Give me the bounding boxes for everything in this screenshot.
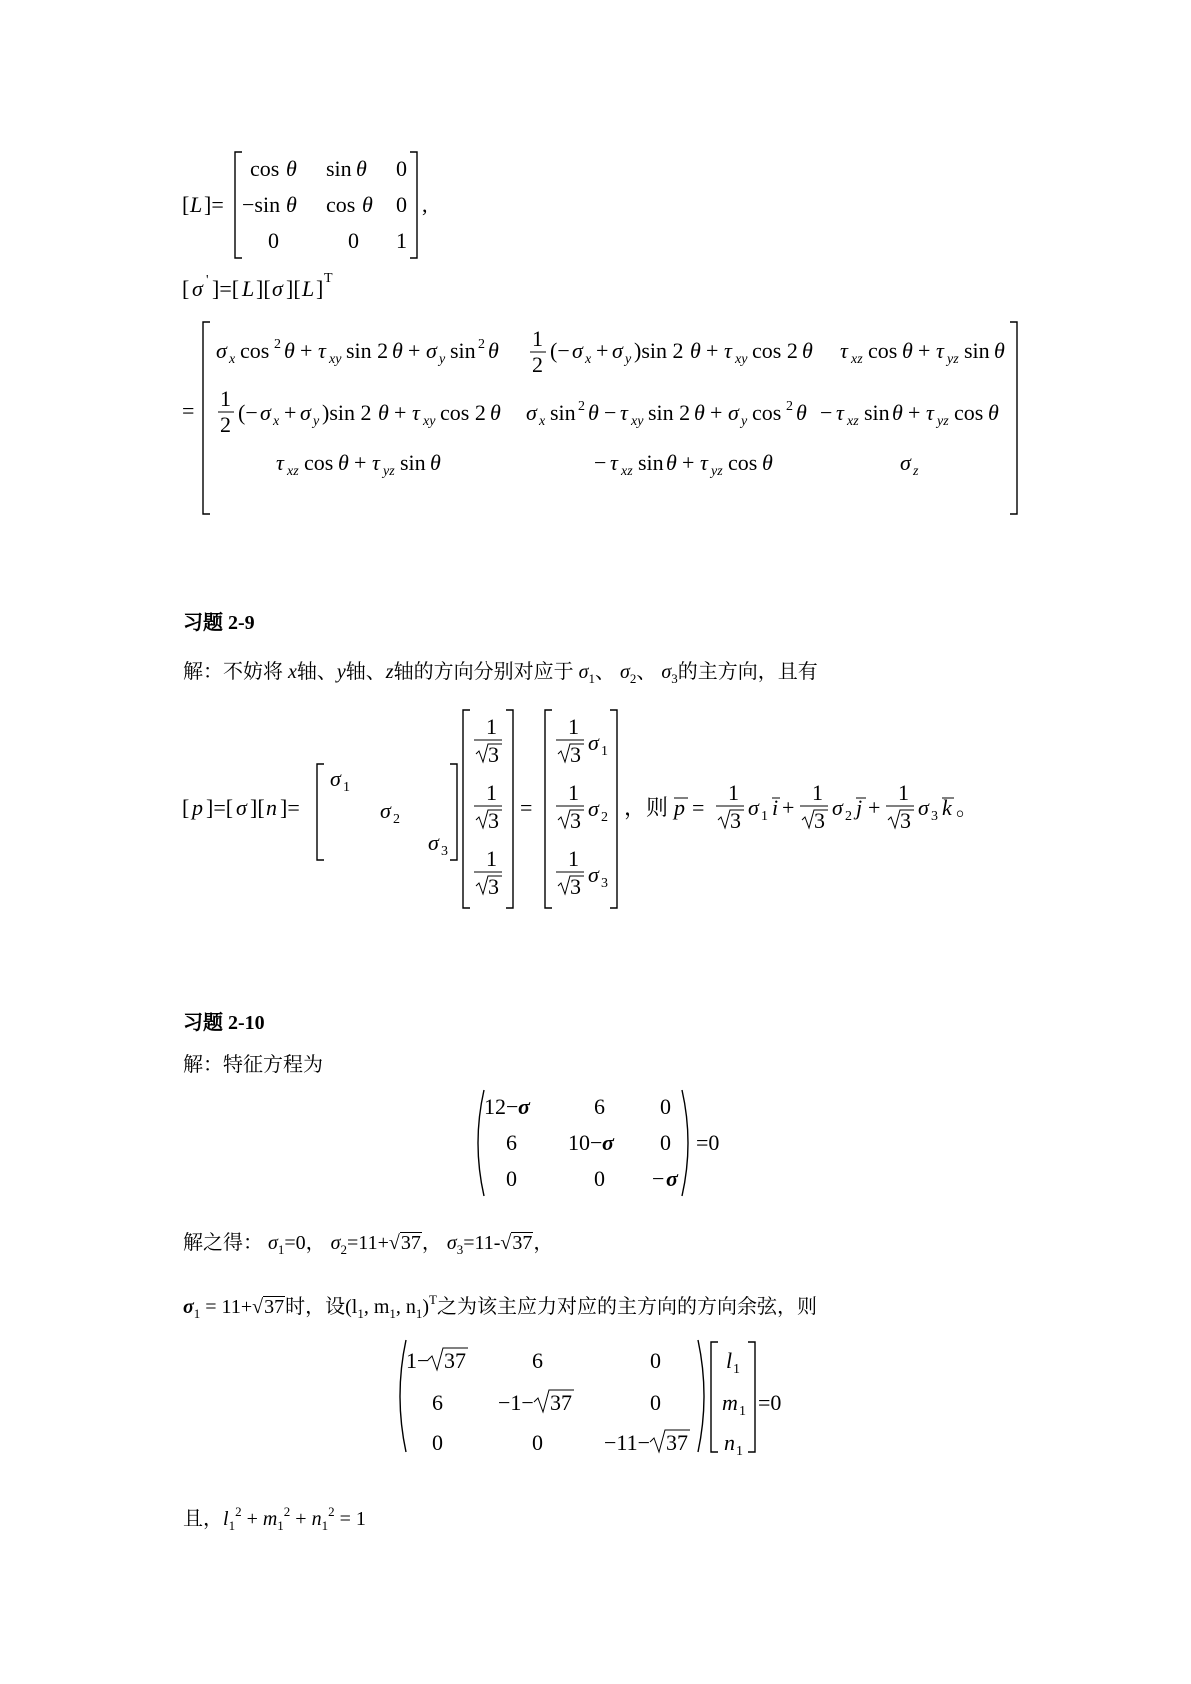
svg-text:i: i [772,795,779,820]
svg-text:[: [ [182,795,190,820]
svg-text:xz: xz [621,464,633,479]
svg-text:τ: τ [724,338,732,363]
svg-text:[: [ [182,276,190,301]
sol-1: =0， [284,1232,326,1254]
svg-text:': ' [206,273,209,288]
svg-text:σ: σ [300,400,311,425]
svg-text:θ: θ [284,338,295,363]
svg-text:σ: σ [236,795,247,820]
sub-l: 1 [357,1306,364,1321]
comma-1: ， [421,1232,442,1254]
svg-text:0: 0 [268,228,279,253]
transformed-stress-matrix [180,318,1060,523]
svg-text:+: + [918,338,931,363]
svg-text:+: + [782,795,795,820]
svg-text:xz: xz [847,414,859,429]
svg-text:37: 37 [666,1430,688,1455]
svg-text:θ: θ [392,338,403,363]
svg-text:θ: θ [694,400,705,425]
sigma-3: σ [661,661,672,683]
sqrt-37-a: 37 [400,1232,421,1254]
svg-text:−: − [594,450,607,475]
svg-text:(−: (− [238,400,258,425]
svg-text:θ: θ [796,400,807,425]
svg-text:+: + [706,338,719,363]
svg-text:。: 。 [956,795,979,820]
svg-text:sin: sin [638,450,664,475]
svg-text:xy: xy [631,414,644,429]
norm-plus-2: + [290,1508,312,1530]
svg-text:0: 0 [396,156,407,181]
svg-text:p: p [674,795,685,820]
svg-text:τ: τ [936,338,944,363]
svg-text:1: 1 [812,780,823,805]
svg-text:，则: ，则 [624,795,669,820]
svg-text:2: 2 [220,412,231,437]
L-bracket-left: [ [182,192,190,217]
case-text-b: 之为该主应力对应的主方向的方向余弦，则 [437,1296,817,1318]
intro-text-a: 解：不妨将 [183,661,283,683]
svg-text:3: 3 [570,742,581,767]
svg-text:τ: τ [412,400,420,425]
svg-text:sin 2: sin 2 [346,338,389,363]
norm-m-sup: 2 [283,1504,291,1519]
svg-text:0: 0 [650,1348,661,1373]
svg-text:6: 6 [506,1130,517,1155]
svg-text:yz: yz [947,352,959,367]
svg-text:−: − [820,400,833,425]
svg-text:σ: σ [272,276,283,301]
norm-m-sub: 1 [277,1518,284,1533]
sigma-2-sol: σ [330,1232,341,1254]
svg-text:cos 2: cos 2 [752,338,798,363]
svg-text:l: l [726,1348,733,1373]
vector-m: , m [363,1296,390,1318]
sub-2-sol: 2 [340,1242,348,1257]
problem-2-9-heading: 习题 2-9 [183,612,255,634]
svg-text:0: 0 [506,1166,517,1191]
svg-text:σ: σ [918,795,929,820]
svg-text:1: 1 [486,780,497,805]
svg-text:1: 1 [532,326,543,351]
svg-text:sin: sin [400,450,426,475]
svg-text:σ: σ [192,276,203,301]
svg-text:cos: cos [868,338,898,363]
svg-text:xz: xz [851,352,863,367]
svg-text:3: 3 [488,742,499,767]
svg-text:2: 2 [274,337,281,352]
svg-text:]=: ]= [280,795,300,820]
svg-text:1: 1 [736,1444,743,1459]
case-eq: = 11+ [200,1296,253,1318]
svg-text:yz: yz [383,464,395,479]
svg-text:cos 2: cos 2 [440,400,486,425]
norm-eq: = 1 [334,1508,366,1530]
svg-text:τ: τ [372,450,380,475]
svg-text:0: 0 [594,1166,605,1191]
svg-text:0: 0 [660,1094,671,1119]
svg-text:xz: xz [287,464,299,479]
sigma-1-bold: σ [183,1296,194,1318]
var-y: y [336,661,346,683]
svg-text:37: 37 [550,1390,572,1415]
svg-text:τ: τ [620,400,628,425]
svg-text:+: + [394,400,407,425]
svg-text:θ: θ [666,450,677,475]
svg-text:σ: σ [588,796,599,821]
vector-close: ) [422,1296,430,1318]
svg-text:2: 2 [393,812,400,827]
svg-text:3: 3 [441,844,448,859]
svg-text:τ: τ [926,400,934,425]
var-x: x [288,661,297,683]
svg-text:3: 3 [730,808,741,833]
svg-text:1−: 1− [406,1348,430,1373]
sub-3-sol: 3 [456,1242,464,1257]
svg-text:θ: θ [378,400,389,425]
normalization-condition [183,1502,366,1534]
svg-text:1: 1 [898,780,909,805]
sqrt-37-b: 37 [512,1232,533,1254]
svg-text:θ: θ [430,450,441,475]
svg-text:+: + [300,338,313,363]
svg-text:θ: θ [488,338,499,363]
sub-m: 1 [389,1306,396,1321]
svg-text:+: + [408,338,421,363]
svg-text:)sin 2: )sin 2 [322,400,372,425]
svg-text:−: − [652,1166,665,1191]
case-text: 时，设 [285,1296,346,1318]
svg-text:2: 2 [532,352,543,377]
svg-text:cos: cos [304,450,334,475]
svg-text:y: y [741,414,748,429]
svg-text:θ: θ [286,192,297,217]
solve-label: 解之得： [183,1232,263,1254]
svg-text:3: 3 [814,808,825,833]
svg-text:θ: θ [988,400,999,425]
svg-text:cos: cos [752,400,782,425]
svg-text:sin: sin [864,400,890,425]
svg-text:θ: θ [892,400,903,425]
svg-text:sin: sin [450,338,476,363]
svg-text:L: L [242,276,255,301]
svg-text:][: ][ [250,795,265,820]
svg-text:σ: σ [588,862,599,887]
svg-text:=: = [182,398,195,423]
svg-text:σ: σ [728,400,739,425]
svg-text:σ: σ [666,1166,678,1191]
svg-text:x: x [585,352,592,367]
svg-text:2: 2 [478,337,485,352]
separator-1: 、 [594,661,615,683]
norm-n-sup: 2 [328,1504,335,1519]
svg-text:θ: θ [690,338,701,363]
svg-text:σ: σ [428,830,439,855]
svg-text:2: 2 [601,810,608,825]
svg-text:n: n [266,795,277,820]
svg-text:sin: sin [964,338,990,363]
svg-text:−: − [604,400,617,425]
svg-text:θ: θ [356,156,367,181]
svg-text:]=[: ]=[ [206,795,234,820]
intro-text-c: 的主方向，且有 [677,661,818,683]
svg-text:+: + [354,450,367,475]
svg-text:0: 0 [532,1430,543,1455]
svg-text:,: , [422,192,428,217]
svg-text:x: x [273,414,280,429]
svg-text:θ: θ [802,338,813,363]
axis-text-1: 轴、 [296,661,337,683]
svg-text:0: 0 [396,192,407,217]
rotation-matrix-equation [180,150,480,270]
intro-text-b: 轴的方向分别对应于 [393,661,574,683]
svg-text:p: p [192,795,203,820]
svg-text:θ: θ [490,400,501,425]
svg-text:cos: cos [250,156,280,181]
svg-text:θ: θ [338,450,349,475]
svg-text:1: 1 [486,714,497,739]
svg-text:θ: θ [762,450,773,475]
svg-text:=: = [692,795,705,820]
svg-text:1: 1 [220,386,231,411]
svg-text:1: 1 [568,714,579,739]
sigma-3-sol: σ [446,1232,457,1254]
svg-text:(−: (− [550,338,570,363]
vector-n: , n [395,1296,416,1318]
svg-text:τ: τ [700,450,708,475]
svg-text:xy: xy [423,414,436,429]
svg-text:m: m [722,1390,738,1415]
svg-text:3: 3 [570,808,581,833]
svg-text:6: 6 [532,1348,543,1373]
sigma-1: σ [578,661,589,683]
svg-text:6: 6 [594,1094,605,1119]
svg-text:cos: cos [728,450,758,475]
transformation-equation [180,268,440,313]
sub-1: 1 [588,671,595,686]
svg-text:σ: σ [832,795,843,820]
svg-text:σ: σ [572,338,583,363]
svg-text:0: 0 [650,1390,661,1415]
svg-text:+: + [868,795,881,820]
svg-text:cos: cos [954,400,984,425]
svg-text:σ: σ [748,795,759,820]
svg-text:τ: τ [276,450,284,475]
svg-text:j: j [856,795,863,820]
svg-text:θ: θ [362,192,373,217]
svg-text:+: + [284,400,297,425]
svg-text:)sin 2: )sin 2 [634,338,684,363]
norm-l-sup: 2 [235,1504,242,1519]
sqrt-37-c: 37 [264,1296,285,1318]
svg-text:1: 1 [733,1362,740,1377]
problem-2-10-heading: 习题 2-10 [183,1012,265,1034]
sigma-1-sol: σ [268,1232,278,1254]
svg-text:y: y [313,414,320,429]
sub-1-sol: 1 [277,1242,285,1257]
norm-n: n [311,1508,322,1530]
svg-text:10−: 10− [568,1130,603,1155]
svg-text:3: 3 [900,808,911,833]
sqrt-sign-2: √ [388,1232,400,1254]
svg-text:]=: ]= [204,192,224,217]
svg-text:y: y [439,352,446,367]
sub-2: 2 [629,671,637,686]
svg-text:τ: τ [840,338,848,363]
svg-text:σ: σ [602,1130,614,1155]
svg-text:σ: σ [260,400,271,425]
svg-text:σ: σ [526,400,537,425]
svg-text:L: L [302,276,315,301]
svg-text:0: 0 [660,1130,671,1155]
svg-text:0: 0 [348,228,359,253]
svg-text:+: + [710,400,723,425]
svg-text:σ: σ [380,798,391,823]
svg-text:yz: yz [711,464,723,479]
svg-text:]=[: ]=[ [212,276,240,301]
svg-text:−sin: −sin [242,192,281,217]
svg-text:cos: cos [326,192,356,217]
svg-text:0: 0 [432,1430,443,1455]
svg-text:1: 1 [568,846,579,871]
separator-2: 、 [636,661,657,683]
svg-text:=0: =0 [696,1130,720,1155]
sqrt-sign-3: √ [500,1232,512,1254]
svg-text:sin: sin [550,400,576,425]
sigma-2: σ [619,661,630,683]
svg-text:][: ][ [286,276,301,301]
svg-text:τ: τ [610,450,618,475]
svg-text:θ: θ [286,156,297,181]
svg-text:3: 3 [601,876,608,891]
svg-text:2: 2 [786,399,793,414]
svg-text:n: n [724,1430,735,1455]
svg-text:1: 1 [486,846,497,871]
norm-plus-1: + [241,1508,263,1530]
svg-text:σ: σ [330,766,341,791]
svg-text:θ: θ [994,338,1005,363]
svg-text:1: 1 [568,780,579,805]
sqrt-sign-case: √ [252,1296,264,1318]
problem-2-10-intro: 解：特征方程为 [183,1054,323,1076]
direction-cosine-sentence [183,1290,817,1322]
svg-text:6: 6 [432,1390,443,1415]
svg-text:τ: τ [836,400,844,425]
svg-text:σ: σ [518,1094,530,1119]
svg-text:12−: 12− [484,1094,519,1119]
svg-text:1: 1 [761,809,768,824]
svg-text:xy: xy [735,352,748,367]
svg-text:sin: sin [326,156,352,181]
svg-text:θ: θ [902,338,913,363]
svg-text:cos: cos [240,338,270,363]
comma-2: ， [533,1232,554,1254]
svg-text:σ: σ [612,338,623,363]
eigenvalue-solutions [183,1226,553,1258]
svg-text:−1−: −1− [498,1390,534,1415]
svg-text:−11−: −11− [604,1430,650,1455]
svg-text:xy: xy [329,352,342,367]
svg-text:]: ] [316,276,324,301]
svg-text:T: T [324,271,333,286]
svg-text:σ: σ [588,730,599,755]
var-z: z [385,661,394,683]
svg-text:sin 2: sin 2 [648,400,691,425]
problem-2-9-intro [183,655,818,687]
svg-text:θ: θ [588,400,599,425]
svg-text:z: z [913,464,919,479]
svg-text:σ: σ [426,338,437,363]
svg-text:1: 1 [601,744,608,759]
svg-text:2: 2 [845,809,852,824]
norm-n-sub: 1 [321,1518,329,1533]
norm-l: l [223,1508,229,1530]
transpose-T: T [429,1292,437,1307]
norm-prefix: 且， [183,1508,223,1530]
svg-text:y: y [625,352,632,367]
svg-text:=0: =0 [758,1390,782,1415]
sub-1-bold: 1 [193,1306,201,1321]
sol-2: =11+ [347,1232,389,1254]
svg-text:+: + [682,450,695,475]
characteristic-equation [470,1088,730,1203]
svg-text:σ: σ [900,450,911,475]
svg-text:3: 3 [570,874,581,899]
norm-l-sub: 1 [228,1518,236,1533]
svg-text:3: 3 [931,809,938,824]
svg-text:=: = [520,795,533,820]
svg-text:+: + [908,400,921,425]
svg-text:][: ][ [256,276,271,301]
svg-text:x: x [539,414,546,429]
sub-n: 1 [415,1306,423,1321]
svg-text:3: 3 [488,808,499,833]
axis-text-2: 轴、 [345,661,386,683]
svg-text:k: k [942,795,952,820]
svg-text:σ: σ [216,338,227,363]
svg-text:yz: yz [937,414,949,429]
svg-text:x: x [229,352,236,367]
svg-text:2: 2 [578,399,585,414]
sol-3: =11- [463,1232,501,1254]
traction-vector-equation [180,708,1020,923]
sub-3: 3 [671,671,678,686]
svg-text:τ: τ [318,338,326,363]
direction-system-equation [392,1338,812,1463]
svg-text:+: + [596,338,609,363]
norm-m: m [262,1508,278,1530]
vector-open: (l [345,1296,358,1318]
svg-text:1: 1 [396,228,407,253]
svg-text:1: 1 [739,1404,746,1419]
svg-text:L: L [190,192,203,217]
svg-text:1: 1 [343,780,350,795]
svg-text:1: 1 [728,780,739,805]
svg-text:37: 37 [444,1348,466,1373]
svg-text:3: 3 [488,874,499,899]
